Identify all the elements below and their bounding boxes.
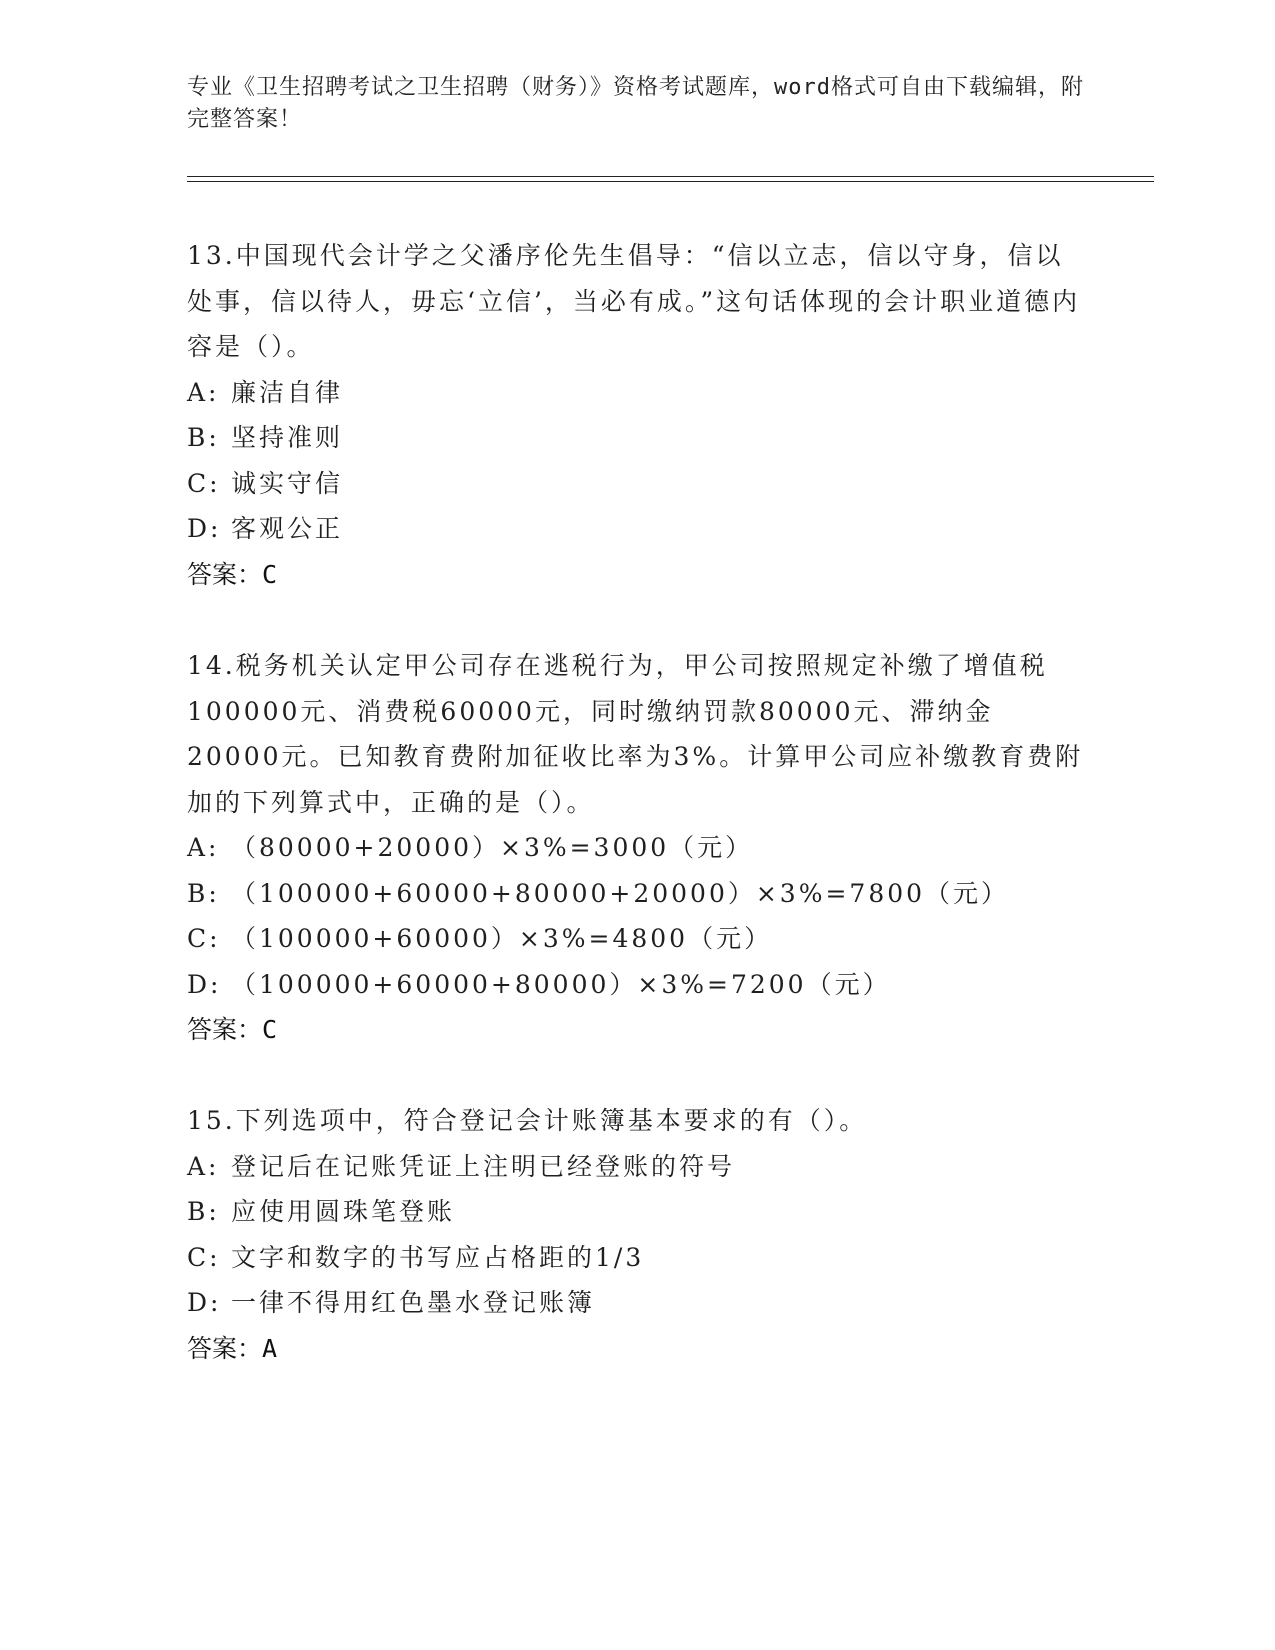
option-d — [187, 506, 1087, 552]
option-b — [187, 1189, 1087, 1235]
option-letter: D: — [187, 1288, 222, 1317]
option-letter: A: — [187, 833, 220, 862]
option-c — [187, 916, 1087, 962]
option-text: 文字和数字的书写应占格距的1/3 — [231, 1242, 645, 1272]
option-a — [187, 825, 1087, 871]
option-c — [187, 1235, 1087, 1281]
header-intro-text: 专业《卫生招聘考试之卫生招聘（财务）》资格考试题库，word格式可自由下载编辑，附完整答案！ — [187, 75, 1084, 132]
header-divider-thick — [187, 176, 1154, 177]
question-stem: 13.中国现代会计学之父潘序伦先生倡导：“信以立志，信以守身，信以处事，信以待人，毋忘‘立信’，当必有成。”这句话体现的会计职业道德内容是（）。 — [187, 241, 1081, 361]
option-text: （100000+60000）×3%=4800（元） — [231, 924, 773, 953]
question-14 — [187, 643, 1087, 1053]
option-text: （100000+60000+80000+20000）×3%=7800（元） — [231, 878, 1010, 908]
option-d — [187, 962, 1087, 1008]
option-text: 一律不得用红色墨水登记账簿 — [231, 1288, 596, 1317]
option-text: 登记后在记账凭证上注明已经登账的符号 — [231, 1151, 736, 1181]
option-letter: C: — [187, 924, 221, 953]
answer-line: 答案：A — [187, 1333, 278, 1363]
option-text: 应使用圆珠笔登账 — [231, 1197, 456, 1226]
option-text: 客观公正 — [231, 514, 344, 543]
option-d — [187, 1280, 1087, 1326]
question-13 — [187, 233, 1087, 597]
option-text: 诚实守信 — [231, 468, 344, 498]
option-letter: C: — [187, 468, 221, 498]
document-header — [187, 72, 1087, 136]
option-letter: A: — [187, 1151, 220, 1181]
option-letter: B: — [187, 1197, 220, 1226]
option-text: （80000+20000）×3%=3000（元） — [231, 833, 754, 862]
question-15 — [187, 1098, 1087, 1371]
answer-line: 答案：C — [187, 559, 278, 589]
option-letter: B: — [187, 423, 220, 452]
option-letter: C: — [187, 1242, 221, 1272]
option-text: 廉洁自律 — [231, 377, 344, 407]
option-text: （100000+60000+80000）×3%=7200（元） — [231, 969, 891, 999]
option-a — [187, 370, 1087, 416]
answer-line: 答案：C — [187, 1015, 278, 1044]
option-letter: D: — [187, 969, 222, 999]
option-letter: A: — [187, 377, 220, 407]
question-stem: 15.下列选项中，符合登记会计账簿基本要求的有（）。 — [187, 1106, 868, 1135]
option-text: 坚持准则 — [231, 423, 344, 452]
header-divider-thin — [187, 181, 1154, 182]
option-a — [187, 1144, 1087, 1190]
option-letter: D: — [187, 514, 222, 543]
question-stem: 14.税务机关认定甲公司存在逃税行为，甲公司按照规定补缴了增值税100000元、消费税60000元，同时缴纳罚款80000元、滞纳金20000元。已知教育费附加征收比率为3%。计算甲公司应补缴教育费附加的下列算式中，正确的是（）。 — [187, 651, 1084, 817]
option-b — [187, 871, 1087, 917]
option-b — [187, 415, 1087, 461]
option-c — [187, 461, 1087, 507]
option-letter: B: — [187, 878, 220, 908]
